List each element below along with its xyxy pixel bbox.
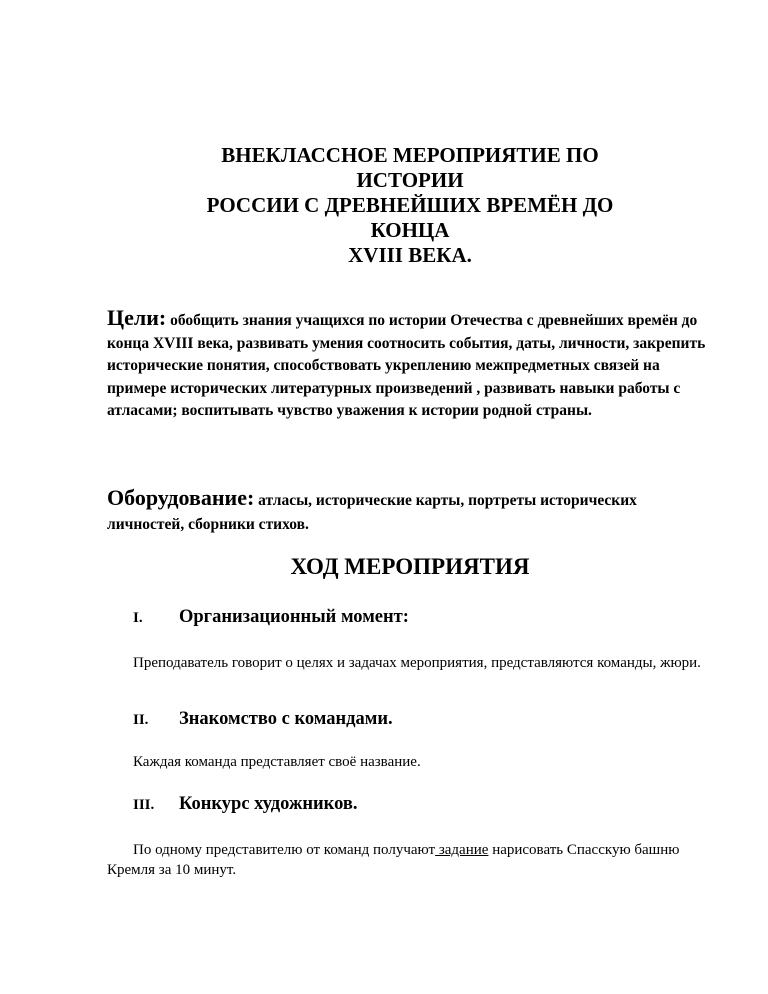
- goals-label: Цели:: [107, 305, 167, 330]
- section-1-number: I.: [133, 610, 143, 626]
- title-line-3: РОССИИ С ДРЕВНЕЙШИХ ВРЕМЁН ДО: [206, 193, 614, 217]
- equipment-paragraph: [107, 486, 707, 537]
- section-2-text: Каждая команда представляет своё название.: [133, 754, 421, 770]
- section-2-heading: [133, 707, 393, 732]
- goals-text: обобщить знания учащихся по истории Отечества с древнейших времён до конца XVIII века, развивать умения соотносить события, даты, личности, закрепить исторические понятия, способствовать укреплению межпредметных связей на примере исторических литературных произведений , развивать навыки работы с атласами; воспитывать чувство уважения к истории родной страны.: [107, 312, 706, 419]
- section-1-text: Преподаватель говорит о целях и задачах мероприятия, представляются команды, жюри.: [133, 655, 701, 671]
- equipment-label: Оборудование:: [107, 485, 255, 510]
- section-3-heading: [133, 792, 358, 817]
- section-1-title: Организационный момент:: [179, 607, 409, 627]
- title-line-5: XVIII ВЕКА.: [348, 243, 472, 267]
- section-1-heading: [133, 605, 409, 630]
- section-2-number: II.: [133, 712, 149, 728]
- section-3-title: Конкурс художников.: [179, 794, 358, 814]
- title-line-1: ВНЕКЛАССНОЕ МЕРОПРИЯТИЕ ПО: [221, 143, 599, 167]
- section-2-title: Знакомство с командами.: [179, 709, 393, 729]
- title-line-4: КОНЦА: [370, 218, 450, 242]
- section-3-text-before: По одному представителю от команд получают: [133, 842, 436, 858]
- title-line-2: ИСТОРИИ: [356, 168, 464, 192]
- progress-heading: ХОД МЕРОПРИЯТИЯ: [290, 554, 530, 579]
- document-title: [100, 143, 720, 268]
- section-3-number: III.: [133, 797, 155, 813]
- task-link[interactable]: задание: [435, 842, 489, 858]
- section-3-text-after: нарисовать Спасскую башню Кремля за 10 минут.: [107, 842, 680, 878]
- equipment-text: атласы, исторические карты, портреты исторических личностей, сборники стихов.: [107, 492, 637, 533]
- section-3-text: [107, 840, 687, 880]
- goals-paragraph: [107, 307, 707, 423]
